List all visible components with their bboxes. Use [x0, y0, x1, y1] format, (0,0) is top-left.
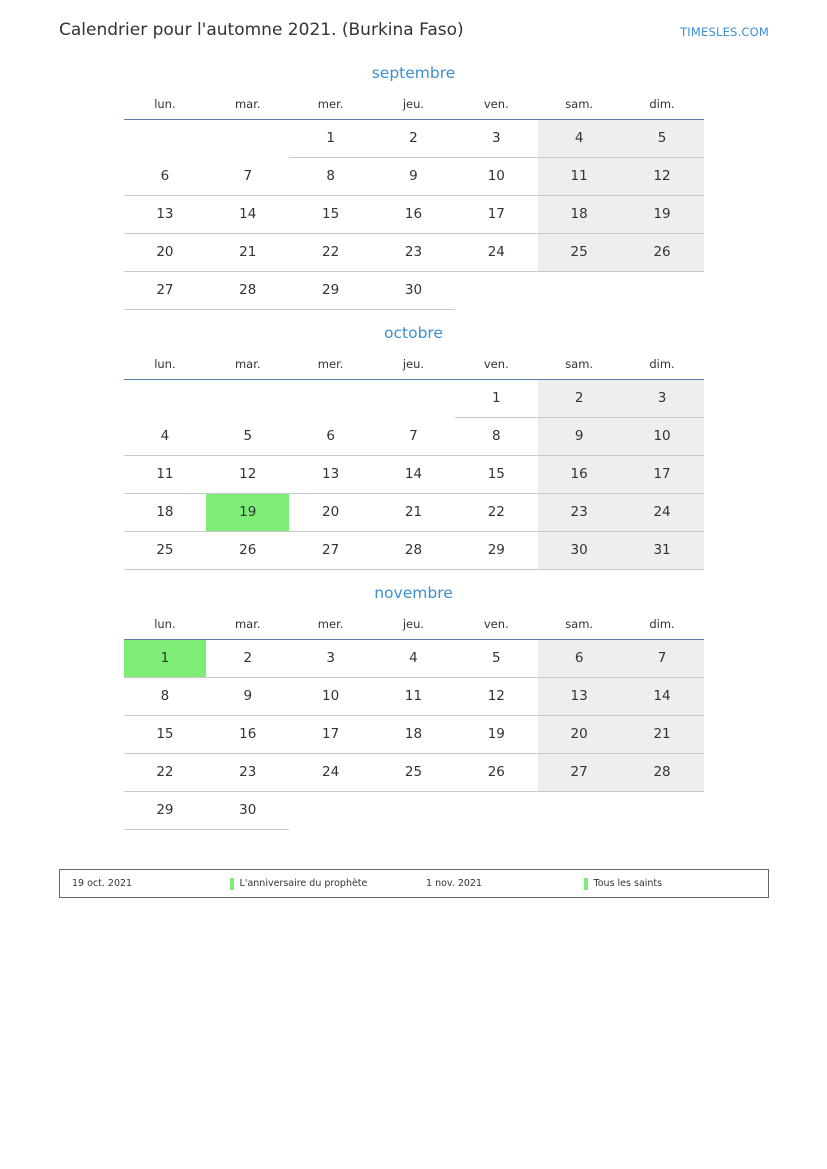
weekday-header: sam. [538, 616, 621, 640]
day-cell[interactable]: 18 [124, 494, 207, 532]
day-cell[interactable]: 11 [372, 678, 455, 716]
day-cell[interactable]: 10 [289, 678, 372, 716]
day-cell[interactable]: 18 [538, 196, 621, 234]
day-cell[interactable]: 13 [289, 456, 372, 494]
weekday-header: jeu. [372, 616, 455, 640]
week-row [124, 234, 704, 272]
weekday-header: sam. [538, 96, 621, 120]
day-cell[interactable]: 14 [372, 456, 455, 494]
empty-day-cell [621, 792, 704, 830]
day-cell[interactable]: 1 [289, 120, 372, 158]
day-cell[interactable]: 29 [455, 532, 538, 570]
week-row [124, 418, 704, 456]
weekday-header: mer. [289, 356, 372, 380]
day-cell[interactable]: 27 [289, 532, 372, 570]
weekday-header: dim. [621, 616, 704, 640]
weekday-header-row [124, 96, 704, 120]
weekday-header: lun. [124, 356, 207, 380]
empty-day-cell [372, 380, 455, 418]
day-cell[interactable]: 27 [538, 754, 621, 792]
day-cell[interactable]: 24 [289, 754, 372, 792]
months-container [0, 64, 827, 844]
day-cell[interactable]: 7 [206, 158, 289, 196]
empty-day-cell [124, 380, 207, 418]
day-cell[interactable]: 26 [206, 532, 289, 570]
day-cell[interactable]: 29 [124, 792, 207, 830]
day-cell[interactable]: 22 [124, 754, 207, 792]
day-cell[interactable]: 15 [124, 716, 207, 754]
day-cell[interactable]: 2 [538, 380, 621, 418]
day-cell[interactable]: 16 [206, 716, 289, 754]
weekday-header: mar. [206, 96, 289, 120]
day-cell[interactable]: 4 [124, 418, 207, 456]
empty-day-cell [289, 380, 372, 418]
week-row [124, 716, 704, 754]
empty-day-cell [206, 120, 289, 158]
week-row [124, 640, 704, 678]
day-cell[interactable]: 20 [538, 716, 621, 754]
day-cell[interactable]: 29 [289, 272, 372, 310]
weekday-header-row [124, 616, 704, 640]
month-block [0, 64, 827, 310]
empty-day-cell [538, 272, 621, 310]
month-block [0, 584, 827, 830]
week-row [124, 120, 704, 158]
legend-entry [230, 878, 414, 890]
day-cell[interactable]: 4 [372, 640, 455, 678]
legend-color-swatch [230, 878, 234, 890]
day-cell[interactable]: 3 [289, 640, 372, 678]
empty-day-cell [621, 272, 704, 310]
day-cell[interactable]: 5 [206, 418, 289, 456]
day-cell[interactable]: 7 [372, 418, 455, 456]
weekday-header: mar. [206, 356, 289, 380]
month-table [124, 96, 704, 310]
day-cell[interactable]: 12 [455, 678, 538, 716]
day-cell[interactable]: 8 [455, 418, 538, 456]
day-cell[interactable]: 9 [538, 418, 621, 456]
page-header [0, 20, 827, 50]
weekday-header-row [124, 356, 704, 380]
day-cell[interactable]: 15 [289, 196, 372, 234]
week-row [124, 272, 704, 310]
week-row [124, 678, 704, 716]
month-name: novembre [374, 584, 453, 602]
page-title: Calendrier pour l'automne 2021. (Burkina Faso) [59, 20, 464, 40]
empty-day-cell [289, 792, 372, 830]
month-table [124, 356, 704, 570]
day-cell[interactable]: 16 [538, 456, 621, 494]
day-cell[interactable]: 2 [206, 640, 289, 678]
week-row [124, 380, 704, 418]
weekday-header: lun. [124, 96, 207, 120]
weekday-header: dim. [621, 356, 704, 380]
day-cell[interactable]: 4 [538, 120, 621, 158]
day-cell[interactable]: 24 [621, 494, 704, 532]
day-cell[interactable]: 16 [372, 196, 455, 234]
day-cell[interactable]: 11 [124, 456, 207, 494]
day-cell[interactable]: 8 [124, 678, 207, 716]
weekday-header: mar. [206, 616, 289, 640]
legend-label-text: L'anniversaire du prophète [239, 878, 368, 889]
day-cell[interactable]: 30 [372, 272, 455, 310]
day-cell[interactable]: 10 [621, 418, 704, 456]
weekday-header: ven. [455, 356, 538, 380]
legend-label-text: Tous les saints [593, 878, 663, 889]
day-cell[interactable]: 6 [538, 640, 621, 678]
day-cell[interactable]: 25 [124, 532, 207, 570]
weekday-header: mer. [289, 96, 372, 120]
month-name: septembre [371, 64, 456, 82]
day-cell[interactable]: 6 [289, 418, 372, 456]
day-cell[interactable]: 28 [372, 532, 455, 570]
legend-box [59, 869, 769, 898]
day-cell[interactable]: 3 [621, 380, 704, 418]
day-cell[interactable]: 17 [289, 716, 372, 754]
day-cell[interactable]: 23 [538, 494, 621, 532]
day-cell[interactable]: 26 [621, 234, 704, 272]
day-cell[interactable]: 28 [206, 272, 289, 310]
day-cell[interactable]: 30 [206, 792, 289, 830]
day-cell[interactable]: 17 [621, 456, 704, 494]
day-cell[interactable]: 13 [538, 678, 621, 716]
day-cell[interactable]: 14 [621, 678, 704, 716]
day-cell[interactable]: 25 [372, 754, 455, 792]
legend-date: 19 oct. 2021 [72, 878, 133, 889]
day-cell[interactable]: 19 [621, 196, 704, 234]
day-cell[interactable]: 1 [455, 380, 538, 418]
day-cell[interactable]: 22 [455, 494, 538, 532]
day-cell[interactable]: 21 [206, 234, 289, 272]
day-cell[interactable]: 19 [206, 494, 289, 532]
day-cell[interactable]: 28 [621, 754, 704, 792]
weekday-header: lun. [124, 616, 207, 640]
empty-day-cell [206, 380, 289, 418]
day-cell[interactable]: 24 [455, 234, 538, 272]
day-cell[interactable]: 12 [621, 158, 704, 196]
weekday-header: mer. [289, 616, 372, 640]
day-cell[interactable]: 9 [372, 158, 455, 196]
legend-date: 1 nov. 2021 [426, 878, 482, 889]
month-name: octobre [384, 324, 443, 342]
day-cell[interactable]: 5 [621, 120, 704, 158]
day-cell[interactable]: 10 [455, 158, 538, 196]
day-cell[interactable]: 8 [289, 158, 372, 196]
day-cell[interactable]: 25 [538, 234, 621, 272]
legend-row [60, 870, 768, 897]
day-cell[interactable]: 13 [124, 196, 207, 234]
day-cell[interactable]: 20 [124, 234, 207, 272]
day-cell[interactable]: 21 [621, 716, 704, 754]
weekday-header: dim. [621, 96, 704, 120]
weekday-header: ven. [455, 616, 538, 640]
day-cell[interactable]: 2 [372, 120, 455, 158]
day-cell[interactable]: 14 [206, 196, 289, 234]
weekday-header: jeu. [372, 96, 455, 120]
week-row [124, 532, 704, 570]
week-row [124, 494, 704, 532]
week-row [124, 456, 704, 494]
day-cell[interactable]: 17 [455, 196, 538, 234]
week-row [124, 196, 704, 234]
day-cell[interactable]: 1 [124, 640, 207, 678]
day-cell[interactable]: 23 [206, 754, 289, 792]
empty-day-cell [372, 792, 455, 830]
day-cell[interactable]: 6 [124, 158, 207, 196]
day-cell[interactable]: 30 [538, 532, 621, 570]
week-row [124, 754, 704, 792]
day-cell[interactable]: 19 [455, 716, 538, 754]
day-cell[interactable]: 20 [289, 494, 372, 532]
weekday-header: sam. [538, 356, 621, 380]
legend-color-swatch [584, 878, 588, 890]
day-cell[interactable]: 23 [372, 234, 455, 272]
weekday-header: ven. [455, 96, 538, 120]
empty-day-cell [455, 272, 538, 310]
day-cell[interactable]: 31 [621, 532, 704, 570]
day-cell[interactable]: 12 [206, 456, 289, 494]
week-row [124, 792, 704, 830]
weekday-header: jeu. [372, 356, 455, 380]
day-cell[interactable]: 15 [455, 456, 538, 494]
week-row [124, 158, 704, 196]
day-cell[interactable]: 5 [455, 640, 538, 678]
empty-day-cell [124, 120, 207, 158]
day-cell[interactable]: 21 [372, 494, 455, 532]
day-cell[interactable]: 3 [455, 120, 538, 158]
day-cell[interactable]: 22 [289, 234, 372, 272]
day-cell[interactable]: 7 [621, 640, 704, 678]
month-block [0, 324, 827, 570]
day-cell[interactable]: 11 [538, 158, 621, 196]
day-cell[interactable]: 18 [372, 716, 455, 754]
legend-entry [584, 878, 768, 890]
brand-label: TIMESLES.COM [680, 25, 769, 39]
day-cell[interactable]: 27 [124, 272, 207, 310]
empty-day-cell [455, 792, 538, 830]
empty-day-cell [538, 792, 621, 830]
day-cell[interactable]: 26 [455, 754, 538, 792]
day-cell[interactable]: 9 [206, 678, 289, 716]
month-table [124, 616, 704, 830]
